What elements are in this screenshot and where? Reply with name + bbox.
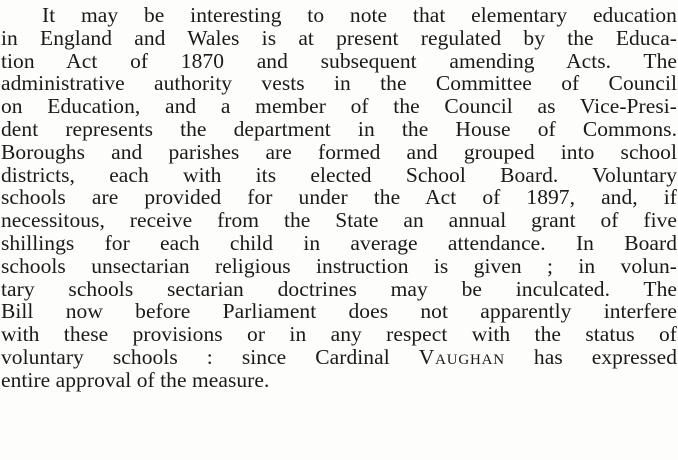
text-line-15: with these provisions or in any respect with the status of [1, 322, 677, 347]
text-line-16 [1, 346, 677, 369]
text-line-14: Bill now before Parliament does not apparently interfere [1, 299, 677, 324]
text-line-16-start: voluntary schools : since Cardinal [1, 344, 419, 369]
text-line-17: entire approval of the measure. [1, 367, 270, 392]
text-line-12: schools unsectarian religious instruction is given ; in volun- [1, 253, 677, 278]
text-line-3: tion Act of 1870 and subsequent amending Acts. The [1, 48, 677, 73]
text-line-7: Boroughs and parishes are formed and grouped into school [1, 139, 677, 164]
text-line-9: schools are provided for under the Act of 1897, and, if [1, 185, 677, 210]
text-line-4: administrative authority vests in the Committee of Council [1, 71, 677, 96]
text-line-5: on Education, and a member of the Council as Vice-Presi- [1, 94, 677, 119]
text-line-2: in England and Wales is at present regulated by the Educa- [1, 25, 677, 50]
text-line-6: dent represents the department in the House of Commons. [1, 116, 677, 141]
text-line-11: shillings for each child in average attendance. In Board [1, 230, 677, 255]
text-line-13: tary schools sectarian doctrines may be inculcated. The [1, 276, 677, 301]
text-line-8: districts, each with its elected School Board. Voluntary [1, 162, 677, 187]
text-line-1: It may be interesting to note that elementary education [42, 3, 677, 27]
article-paragraph [1, 4, 677, 392]
cardinal-name: Vaughan [418, 344, 505, 369]
text-line-16-end: has expressed [504, 344, 677, 369]
text-line-10: necessitous, receive from the State an annual grant of five [1, 208, 677, 233]
